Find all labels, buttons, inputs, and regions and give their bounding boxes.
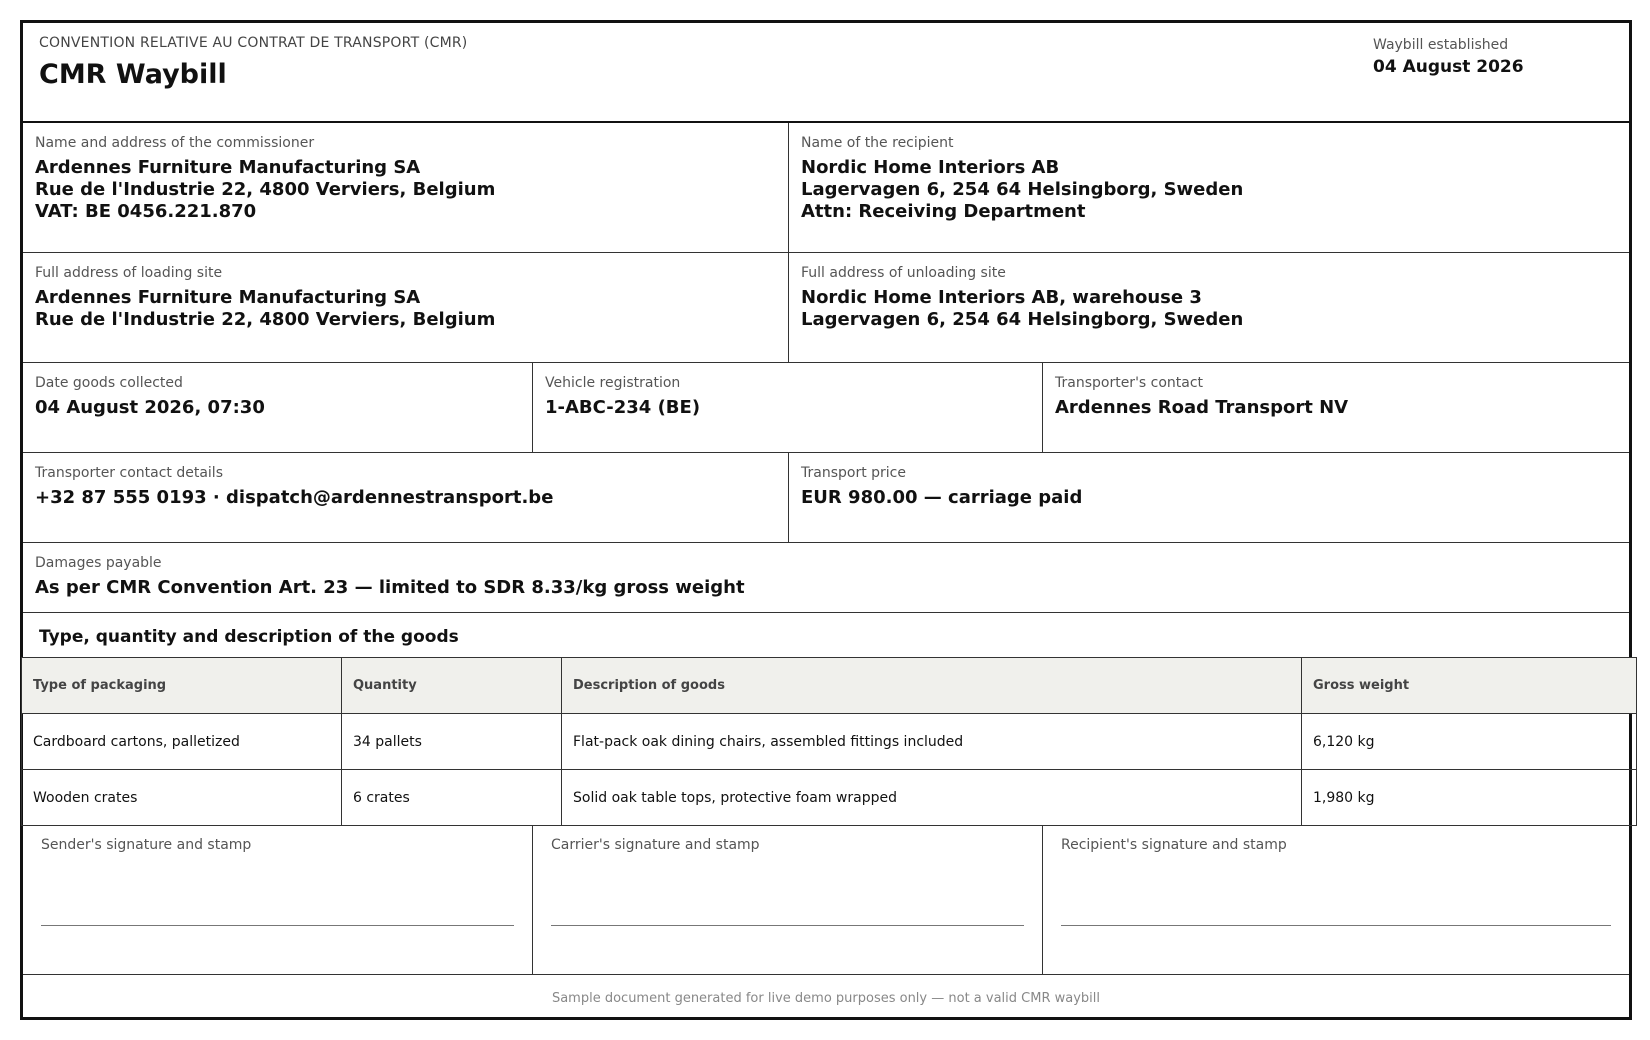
- recipient-cell: [788, 123, 1629, 252]
- date-collected-cell: [23, 363, 532, 452]
- table-row: [22, 770, 1637, 826]
- vehicle-cell: [532, 363, 1042, 452]
- description-cell: Solid oak table tops, protective foam wrapped: [562, 770, 1302, 826]
- carrier-signature-box: [532, 825, 1042, 974]
- loading-site-address: Rue de l'Industrie 22, 4800 Verviers, Belgium: [35, 309, 496, 330]
- date-collected-label: Date goods collected: [35, 375, 183, 391]
- table-row: [22, 714, 1637, 770]
- commissioner-cell: [23, 123, 788, 252]
- sites-row: [23, 253, 1629, 363]
- carrier-signature-line: [551, 925, 1024, 926]
- transporter-label: Transporter's contact: [1055, 375, 1204, 391]
- recipient-signature-label: Recipient's signature and stamp: [1061, 837, 1287, 853]
- established-date: 04 August 2026: [1373, 57, 1524, 77]
- packaging-cell: Wooden crates: [22, 770, 342, 826]
- sender-signature-label: Sender's signature and stamp: [41, 837, 252, 853]
- loading-site-name: Ardennes Furniture Manufacturing SA: [35, 287, 421, 308]
- recipient-address: Lagervagen 6, 254 64 Helsingborg, Sweden: [801, 179, 1244, 200]
- unloading-site-cell: [788, 253, 1629, 362]
- unloading-site-name: Nordic Home Interiors AB, warehouse 3: [801, 287, 1202, 308]
- vehicle-label: Vehicle registration: [545, 375, 681, 391]
- goods-header-row: [22, 658, 1637, 714]
- date-collected-value: 04 August 2026, 07:30: [35, 397, 265, 418]
- sender-signature-line: [41, 925, 514, 926]
- transporter-value: Ardennes Road Transport NV: [1055, 397, 1349, 418]
- column-header-description: Description of goods: [562, 658, 1302, 714]
- sender-signature-box: [23, 825, 532, 974]
- transporter-details-label: Transporter contact details: [35, 465, 223, 481]
- column-header-packaging: Type of packaging: [22, 658, 342, 714]
- weight-cell: 1,980 kg: [1302, 770, 1637, 826]
- commissioner-label: Name and address of the commissioner: [35, 135, 315, 151]
- document-header: [23, 23, 1629, 123]
- disclaimer-footer: Sample document generated for live demo purposes only — not a valid CMR waybill: [551, 991, 1101, 1006]
- damages-cell: [23, 543, 1629, 612]
- unloading-site-label: Full address of unloading site: [801, 265, 1006, 281]
- price-value: EUR 980.00 — carriage paid: [801, 487, 1083, 508]
- damages-label: Damages payable: [35, 555, 162, 571]
- quantity-cell: 6 crates: [342, 770, 562, 826]
- packaging-cell: Cardboard cartons, palletized: [22, 714, 342, 770]
- convention-caption: CONVENTION RELATIVE AU CONTRAT DE TRANSPORT (CMR): [39, 35, 468, 51]
- vehicle-value: 1-ABC-234 (BE): [545, 397, 701, 418]
- cmr-waybill-document: [20, 20, 1632, 1020]
- column-header-quantity: Quantity: [342, 658, 562, 714]
- weight-cell: 6,120 kg: [1302, 714, 1637, 770]
- recipient-attention: Attn: Receiving Department: [801, 201, 1086, 222]
- recipient-name: Nordic Home Interiors AB: [801, 157, 1060, 178]
- recipient-signature-box: [1042, 825, 1629, 974]
- parties-row: [23, 123, 1629, 253]
- price-label: Transport price: [801, 465, 906, 481]
- transporter-cell: [1042, 363, 1629, 452]
- goods-section-title: Type, quantity and description of the goods: [39, 627, 459, 647]
- commissioner-address: Rue de l'Industrie 22, 4800 Verviers, Belgium: [35, 179, 496, 200]
- unloading-site-address: Lagervagen 6, 254 64 Helsingborg, Sweden: [801, 309, 1244, 330]
- loading-site-label: Full address of loading site: [35, 265, 223, 281]
- loading-site-cell: [23, 253, 788, 362]
- commissioner-name: Ardennes Furniture Manufacturing SA: [35, 157, 421, 178]
- commissioner-vat: VAT: BE 0456.221.870: [35, 201, 257, 222]
- transporter-details-value: +32 87 555 0193 · dispatch@ardennestransport.be: [35, 487, 554, 508]
- column-header-weight: Gross weight: [1302, 658, 1637, 714]
- contact-price-row: [23, 453, 1629, 543]
- signatures-row: [23, 825, 1629, 975]
- document-title: CMR Waybill: [39, 59, 227, 90]
- description-cell: Flat-pack oak dining chairs, assembled fittings included: [562, 714, 1302, 770]
- transporter-details-cell: [23, 453, 788, 542]
- goods-table: [21, 657, 1637, 826]
- carrier-signature-label: Carrier's signature and stamp: [551, 837, 760, 853]
- recipient-label: Name of the recipient: [801, 135, 954, 151]
- recipient-signature-line: [1061, 925, 1611, 926]
- transport-info-row: [23, 363, 1629, 453]
- established-label: Waybill established: [1373, 37, 1509, 53]
- damages-value: As per CMR Convention Art. 23 — limited to SDR 8.33/kg gross weight: [35, 577, 745, 598]
- damages-row: [23, 543, 1629, 613]
- price-cell: [788, 453, 1629, 542]
- quantity-cell: 34 pallets: [342, 714, 562, 770]
